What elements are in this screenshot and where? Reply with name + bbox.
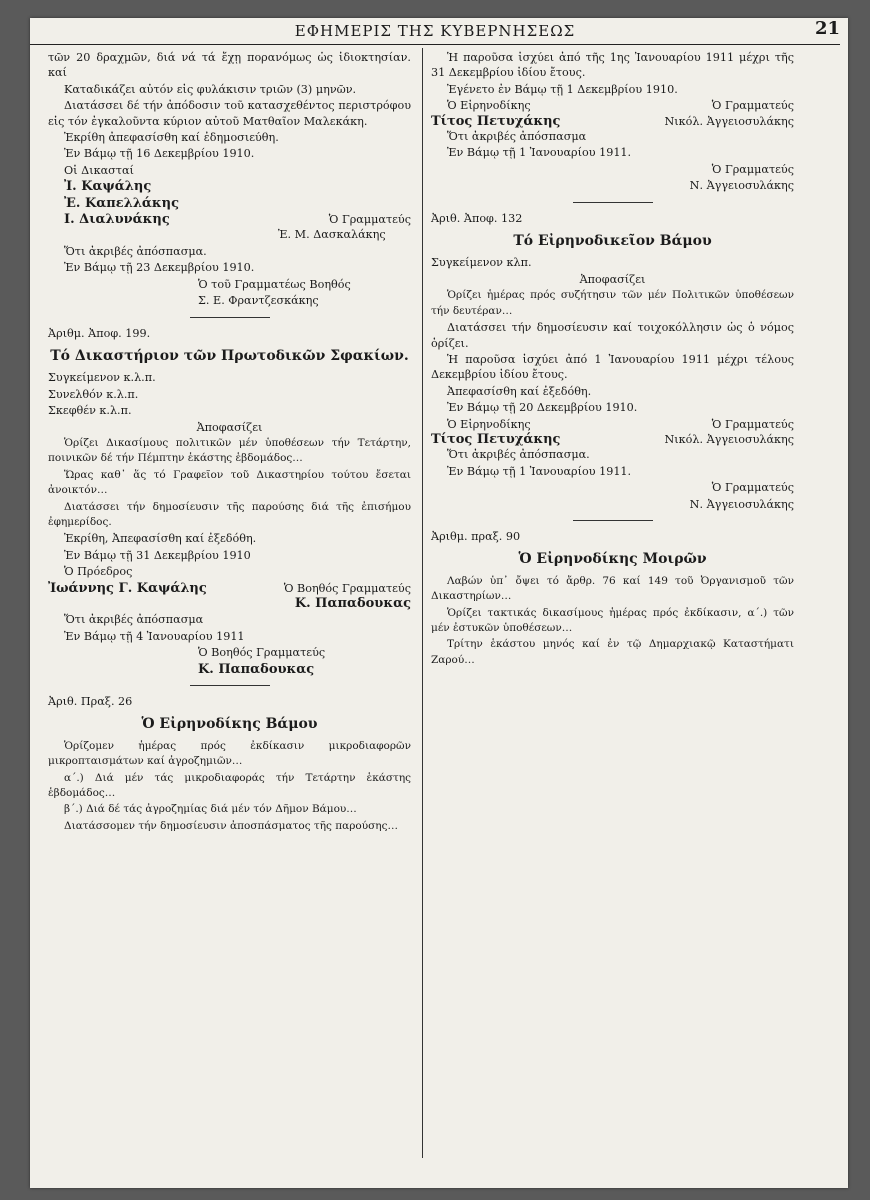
paragraph: Καταδικάζει αὐτόν εἰς φυλάκισιν τριῶν (3) μηνῶν. (64, 82, 357, 96)
column-divider (422, 48, 423, 1158)
section-title: Τό Δικαστήριον τῶν Πρωτοδικῶν Σφακίων. (50, 347, 409, 364)
paragraph: Ὁρίζομεν ἡμέρας πρός ἐκδίκασιν μικροδιαφορῶν μικροπταισμάτων καί ἀγροζημιῶν… (48, 739, 411, 768)
paragraph: Λαβών ὑπ᾽ ὄψει τό ἄρθρ. 76 καί 149 τοῦ Ὀργανισμοῦ τῶν Δικαστηρίων… (431, 574, 794, 603)
separator (573, 202, 653, 203)
signature-role: Ὁ Βοηθός Γραμματεύς (198, 646, 326, 660)
paragraph: Διατάσσομεν τήν δημοσίευσιν ἀποσπάσματος τῆς παρούσης… (64, 819, 398, 832)
paragraph: Ἡ παροῦσα ἰσχύει ἀπό τῆς 1ης Ἰανουαρίου 1911 μέχρι τῆς 31 Δεκεμβρίου ἰδίου ἔτους. (431, 51, 794, 80)
signature-name: Κ. Παπαδουκας (294, 596, 411, 611)
paragraph: Ὅτι ἀκριβές ἀπόσπασμα (64, 613, 204, 627)
judges-label: Οἱ Δικασταί (64, 163, 134, 177)
page-header (30, 18, 840, 45)
paragraph: Διατάσσει τήν δημοσίευσιν τῆς παρούσης διά τῆς ἐπισήμου ἐφημερίδος. (48, 500, 411, 528)
act-number: Ἀριθμ. πραξ. 90 (431, 529, 521, 543)
date-line: Ἐν Βάμῳ τῇ 31 Δεκεμβρίου 1910 (64, 548, 251, 562)
date-line: Ἐν Βάμῳ τῇ 16 Δεκεμβρίου 1910. (64, 147, 255, 161)
decision-number: Ἀριθ. Ἀποφ. 132 (431, 211, 523, 225)
separator (190, 317, 270, 318)
section-title: Τό Εἰρηνοδικεῖον Βάμου (513, 233, 712, 250)
page-number: 21 (814, 18, 840, 39)
paragraph: Συγκείμενον κ.λ.π. (48, 371, 156, 385)
signature-role: Ὁ Γραμματεύς (711, 481, 794, 495)
signature-role: Ὁ Πρόεδρος (64, 565, 133, 579)
signature-name: Ἰωάννης Γ. Καψάλης (48, 580, 207, 596)
paragraph: Ἐκρίθη ἀπεφασίσθη καί ἐδημοσιεύθη. (64, 131, 279, 145)
section-title: Ὁ Εἰρηνοδίκης Βάμου (141, 716, 318, 733)
signature-role: Ὁ Γραμματεύς (711, 417, 794, 431)
date-line: Ἐν Βάμῳ τῇ 4 Ἰανουαρίου 1911 (64, 629, 245, 643)
decides-heading: Ἀποφασίζει (196, 420, 263, 434)
section-title: Ὁ Εἰρηνοδίκης Μοιρῶν (518, 551, 707, 568)
signature-role: Ὁ τοῦ Γραμματέως Βοηθός (198, 277, 351, 291)
signature-name: Σ. Ε. Φραντζεσκάκης (198, 294, 319, 308)
signature-name: Ἐ. Μ. Δασκαλάκης (278, 228, 386, 242)
decides-heading: Ἀποφασίζει (579, 272, 646, 286)
paragraph: Τρίτην ἑκάστου μηνός καί ἐν τῷ Δημαρχιακῷ Καταστήματι Ζαρού… (431, 638, 794, 666)
date-line: Ἐν Βάμῳ τῇ 1 Ἰανουαρίου 1911. (447, 464, 632, 478)
paragraph: Ἀπεφασίσθη καί ἐξεδόθη. (447, 384, 592, 398)
signature-name: Τίτος Πετυχάκης (431, 431, 561, 447)
date-line: Ἐν Βάμῳ τῇ 20 Δεκεμβρίου 1910. (447, 401, 638, 415)
signature-role: Ὁ Γραμματεύς (711, 162, 794, 176)
paragraph: Ὁρίζει ἡμέρας πρός συζήτησιν τῶν μέν Πολιτικῶν ὑποθέσεων τήν δευτέραν… (431, 289, 794, 317)
date-line: Ἐν Βάμῳ τῇ 23 Δεκεμβρίου 1910. (64, 261, 255, 275)
judge-name: Ἐ. Καπελλάκης (64, 195, 180, 211)
separator (190, 685, 270, 686)
judge-name: Ι. Διαλυνάκης (64, 212, 170, 228)
signature-role: Ὁ Εἰρηνοδίκης (447, 417, 531, 431)
date-line: Ἐγένετο ἐν Βάμῳ τῇ 1 Δεκεμβρίου 1910. (447, 82, 678, 96)
signature-name: Νικόλ. Ἀγγειοσυλάκης (664, 432, 794, 446)
signature-role: Ὁ Βοηθός Γραμματεύς (283, 581, 411, 595)
paragraph: α΄.) Διά μέν τάς μικροδιαφοράς τήν Τετάρτην ἑκάστης ἑβδομάδος… (48, 771, 411, 800)
paragraph: Ὁρίζει Δικασίμους πολιτικῶν μέν ὑποθέσεων τήν Τετάρτην, ποινικῶν δέ τήν Πέμπτην ἑκάστης ἑβδομάδος… (48, 436, 411, 465)
paragraph: Ὥρας καθ᾽ ἅς τό Γραφεῖον τοῦ Δικαστηρίου τούτου ἔσεται ἀνοικτόν… (48, 468, 411, 497)
paragraph: Διατάσσει τήν δημοσίευσιν καί τοιχοκόλλησιν ὡς ὁ νόμος ὁρίζει. (431, 321, 794, 350)
gazette-title: ΕΦΗΜΕΡΙΣ ΤΗΣ ΚΥΒΕΡΝΗΣΕΩΣ (294, 22, 576, 40)
paragraph: Συνελθόν κ.λ.π. (48, 387, 139, 401)
paragraph: Ὅτι ἀκριβές ἀπόσπασμα. (64, 244, 207, 258)
separator (573, 520, 653, 521)
paragraph: Ὅτι ἀκριβές ἀπόσπασμα. (447, 448, 590, 462)
signature-name: Κ. Παπαδουκας (198, 661, 315, 677)
paragraph: Συγκείμενον κλπ. (431, 256, 532, 270)
paragraph: Διατάσσει δέ τήν ἀπόδοσιν τοῦ κατασχεθέντος περιστρόφου εἰς τόν ἐγκαλοῦντα κύριον αὐτοῦ Ματθαῖον Μαλεκάκη. (48, 99, 411, 128)
signature-role: Ὁ Γραμματεύς (711, 99, 794, 113)
paragraph: Σκεφθέν κ.λ.π. (48, 404, 132, 418)
judge-name: Ἰ. Καψάλης (64, 179, 152, 195)
paragraph: Ὅτι ἀκριβές ἀπόσπασμα (447, 130, 587, 144)
signature-name: Ν. Ἀγγειοσυλάκης (689, 497, 794, 511)
signature-name: Ν. Ἀγγειοσυλάκης (689, 179, 794, 193)
decision-number: Ἀριθμ. Ἀποφ. 199. (48, 326, 151, 340)
signature-role: Ὁ Εἰρηνοδίκης (447, 99, 531, 113)
signature-role: Ὁ Γραμματεύς (328, 213, 411, 227)
act-number: Ἀριθ. Πραξ. 26 (48, 695, 133, 709)
right-column (431, 50, 794, 669)
paragraph: τῶν 20 δραχμῶν, διά νά τά ἔχῃ πορανόμως ὡς ἰδιοκτησίαν. καί (48, 51, 411, 80)
signature-name: Τίτος Πετυχάκης (431, 113, 561, 129)
date-line: Ἐν Βάμῳ τῇ 1 Ἰανουαρίου 1911. (447, 146, 632, 160)
paragraph: Ἡ παροῦσα ἰσχύει ἀπό 1 Ἰανουαρίου 1911 μέχρι τέλους Δεκεμβρίου ἰδίου ἔτους. (431, 352, 794, 382)
paragraph: Ὁρίζει τακτικάς δικασίμους ἡμέρας πρός ἐκδίκασιν, α΄.) τῶν μέν ἐστυκῶν ὑποθέσεων… (431, 606, 794, 634)
paragraph: Ἐκρίθη, Ἀπεφασίσθη καί ἐξεδόθη. (64, 532, 257, 546)
left-column (48, 50, 411, 835)
paragraph: β΄.) Διά δέ τάς ἀγροζημίας διά μέν τόν Δῆμον Βάμου… (64, 803, 357, 816)
signature-name: Νικόλ. Ἀγγειοσυλάκης (664, 114, 794, 128)
